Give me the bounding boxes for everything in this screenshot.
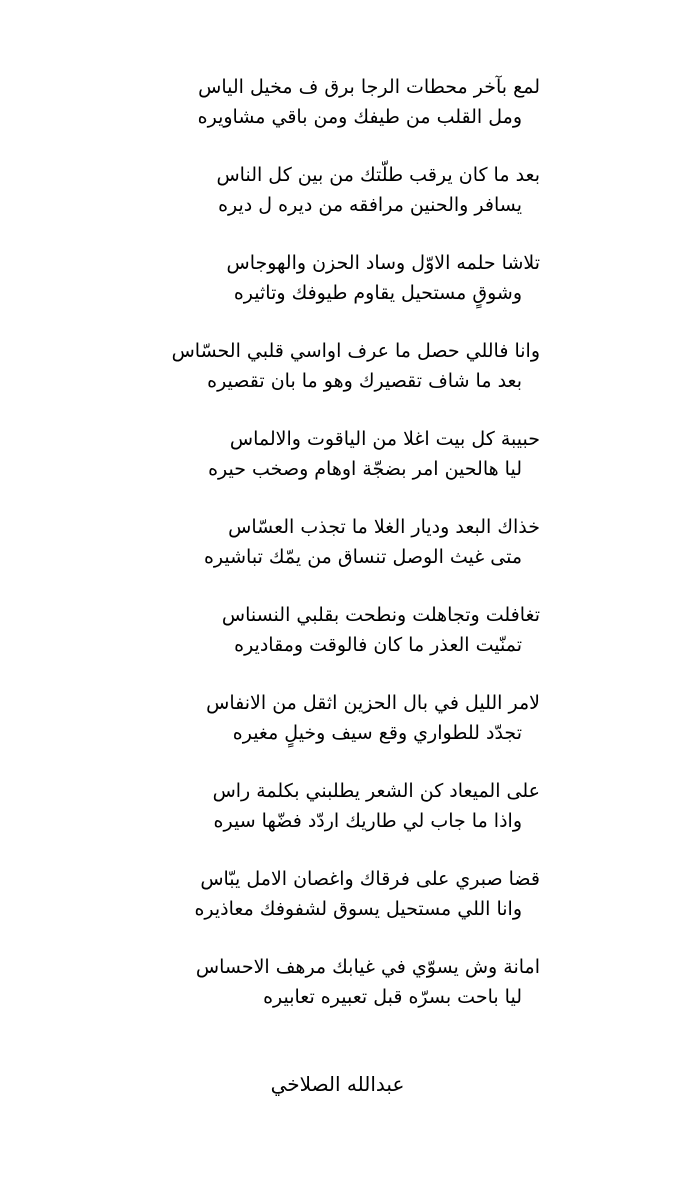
poem-line: ليا باحت بسرّه قبل تعبيره تعابيره bbox=[263, 986, 522, 1008]
poem-line: ليا هالحين امر بضجّة اوهام وصخب حيره bbox=[208, 458, 522, 480]
poem bbox=[100, 72, 540, 1040]
poem-line: وشوقٍ مستحيل يقاوم طيوفك وتاثيره bbox=[233, 282, 522, 304]
stanza bbox=[100, 336, 540, 424]
poem-line: على الميعاد كن الشعر يطلبني بكلمة راس bbox=[212, 780, 540, 802]
author-signature: عبدالله الصلاخي bbox=[270, 1072, 405, 1096]
stanza bbox=[100, 72, 540, 160]
poem-line: بعد ما كان يرقب طلّتك من بين كل الناس bbox=[216, 164, 540, 186]
stanza bbox=[100, 600, 540, 688]
poem-line: امانة وش يسوّي في غيابك مرهف الاحساس bbox=[195, 956, 540, 978]
poem-line: خذاك البعد وديار الغلا ما تجذب العسّاس bbox=[228, 516, 540, 538]
poem-line: تمنّيت العذر ما كان فالوقت ومقاديره bbox=[234, 634, 522, 656]
poem-line: واذا ما جاب لي طاريك اردّد فضّها سيره bbox=[213, 810, 522, 832]
poem-line: ومل القلب من طيفك ومن باقي مشاويره bbox=[197, 106, 522, 128]
poem-line: بعد ما شاف تقصيرك وهو ما بان تقصيره bbox=[207, 370, 522, 392]
poem-line: تغافلت وتجاهلت ونطحت بقلبي النسناس bbox=[221, 604, 540, 626]
poem-line: وانا اللي مستحيل يسوق لشفوفك معاذيره bbox=[194, 898, 522, 920]
poem-line: وانا فاللي حصل ما عرف اواسي قلبي الحسّاس bbox=[171, 340, 540, 362]
stanza bbox=[100, 424, 540, 512]
poem-line: تجدّد للطواري وقع سيف وخيلٍ مغيره bbox=[232, 722, 522, 744]
poem-line: يسافر والحنين مرافقه من ديره ل ديره bbox=[218, 194, 522, 216]
poem-line: لامر الليل في بال الحزين اثقل من الانفاس bbox=[206, 692, 540, 714]
stanza bbox=[100, 160, 540, 248]
stanza bbox=[100, 248, 540, 336]
stanza bbox=[100, 688, 540, 776]
poem-line: متى غيث الوصل تنساق من يمّك تباشيره bbox=[203, 546, 522, 568]
stanza bbox=[100, 864, 540, 952]
stanza bbox=[100, 776, 540, 864]
stanza bbox=[100, 952, 540, 1040]
poem-line: تلاشا حلمه الاوّل وساد الحزن والهوجاس bbox=[226, 252, 540, 274]
poem-line: قضا صبري على فرقاك واغصان الامل يبّاس bbox=[200, 868, 540, 890]
stanza bbox=[100, 512, 540, 600]
poem-line: حبيبة كل بيت اغلا من الياقوت والالماس bbox=[229, 428, 540, 450]
poem-line: لمع بآخر محطات الرجا برق ف مخيل الياس bbox=[198, 76, 540, 98]
